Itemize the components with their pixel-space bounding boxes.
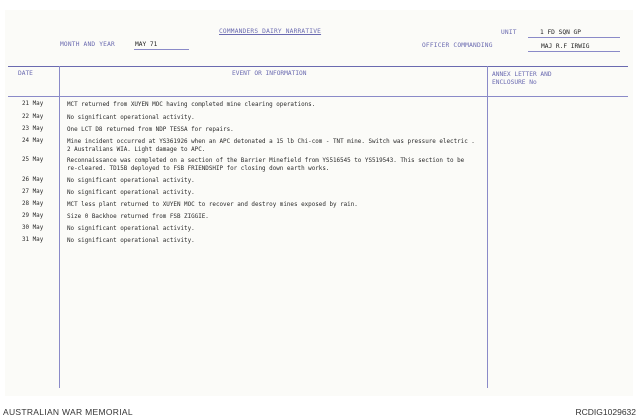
month-underline — [134, 49, 189, 50]
entry-date: 25 May — [22, 157, 44, 163]
column-header-annex-line2: ENCLOSURE No — [492, 79, 537, 86]
unit-label: UNIT — [501, 29, 517, 36]
entry-date: 21 May — [22, 101, 44, 107]
table-top-rule — [8, 66, 628, 67]
entry-date: 31 May — [22, 237, 44, 243]
entry-date: 22 May — [22, 114, 44, 120]
officer-commanding-label: OFFICER COMMANDING — [422, 42, 493, 49]
column-header-event: EVENT OR INFORMATION — [232, 70, 307, 77]
document-title: COMMANDERS DAIRY NARRATIVE — [219, 28, 322, 35]
entry-text: Reconnaissance was completed on a section of the Barrier Minefield from YS516545 to YS519543. This section to be re-cleared. TD15B deployed to FSB FRIENDSHIP for closing down earth works. — [67, 158, 465, 172]
entry-text: No significant operational activity. — [67, 190, 195, 196]
entry-text: No significant operational activity. — [67, 226, 195, 232]
entry-date: 28 May — [22, 201, 44, 207]
annex-column-rule — [487, 66, 488, 388]
entry-text: No significant operational activity. — [67, 238, 195, 244]
entry-text: MCT returned from XUYEN MOC having completed mine clearing operations. — [67, 102, 316, 108]
entry-text: MCT less plant returned to XUYEN MOC to recover and destroy mines exposed by rain. — [67, 202, 358, 208]
entry-date: 30 May — [22, 225, 44, 231]
archive-name: AUSTRALIAN WAR MEMORIAL — [3, 407, 133, 417]
entry-date: 23 May — [22, 126, 44, 132]
unit-underline — [528, 37, 620, 38]
oc-underline — [528, 51, 620, 52]
month-year-label: MONTH AND YEAR — [60, 41, 115, 48]
entry-text: Mine incident occurred at YS361926 when an APC detonated a 15 lb Chi-com - TNT mine. Switch was pressure electric . 2 Australians WIA. Light damage to APC. — [67, 139, 475, 153]
column-header-date: DATE — [18, 70, 33, 77]
entry-text: No significant operational activity. — [67, 115, 195, 121]
officer-commanding-value: MAJ R.F IRWIG — [541, 43, 590, 50]
entry-date: 26 May — [22, 177, 44, 183]
archive-footer — [0, 402, 640, 420]
entry-text: One LCT D8 returned from NDP TESSA for repairs. — [67, 127, 234, 133]
table-header-rule — [8, 96, 628, 97]
entry-text: No significant operational activity. — [67, 178, 195, 184]
column-header-annex-line1: ANNEX LETTER AND — [492, 71, 552, 78]
month-year-value: MAY 71 — [135, 41, 158, 48]
entry-date: 29 May — [22, 213, 44, 219]
archive-reference: RCDIG1029632 — [575, 407, 636, 417]
entry-text: Size 0 Backhoe returned from FSB ZIGGIE. — [67, 214, 209, 220]
column-header-annex — [492, 71, 552, 87]
date-column-rule — [59, 66, 60, 388]
entry-date: 27 May — [22, 189, 44, 195]
entry-date: 24 May — [22, 138, 44, 144]
unit-value: 1 FD SQN GP — [540, 29, 581, 36]
